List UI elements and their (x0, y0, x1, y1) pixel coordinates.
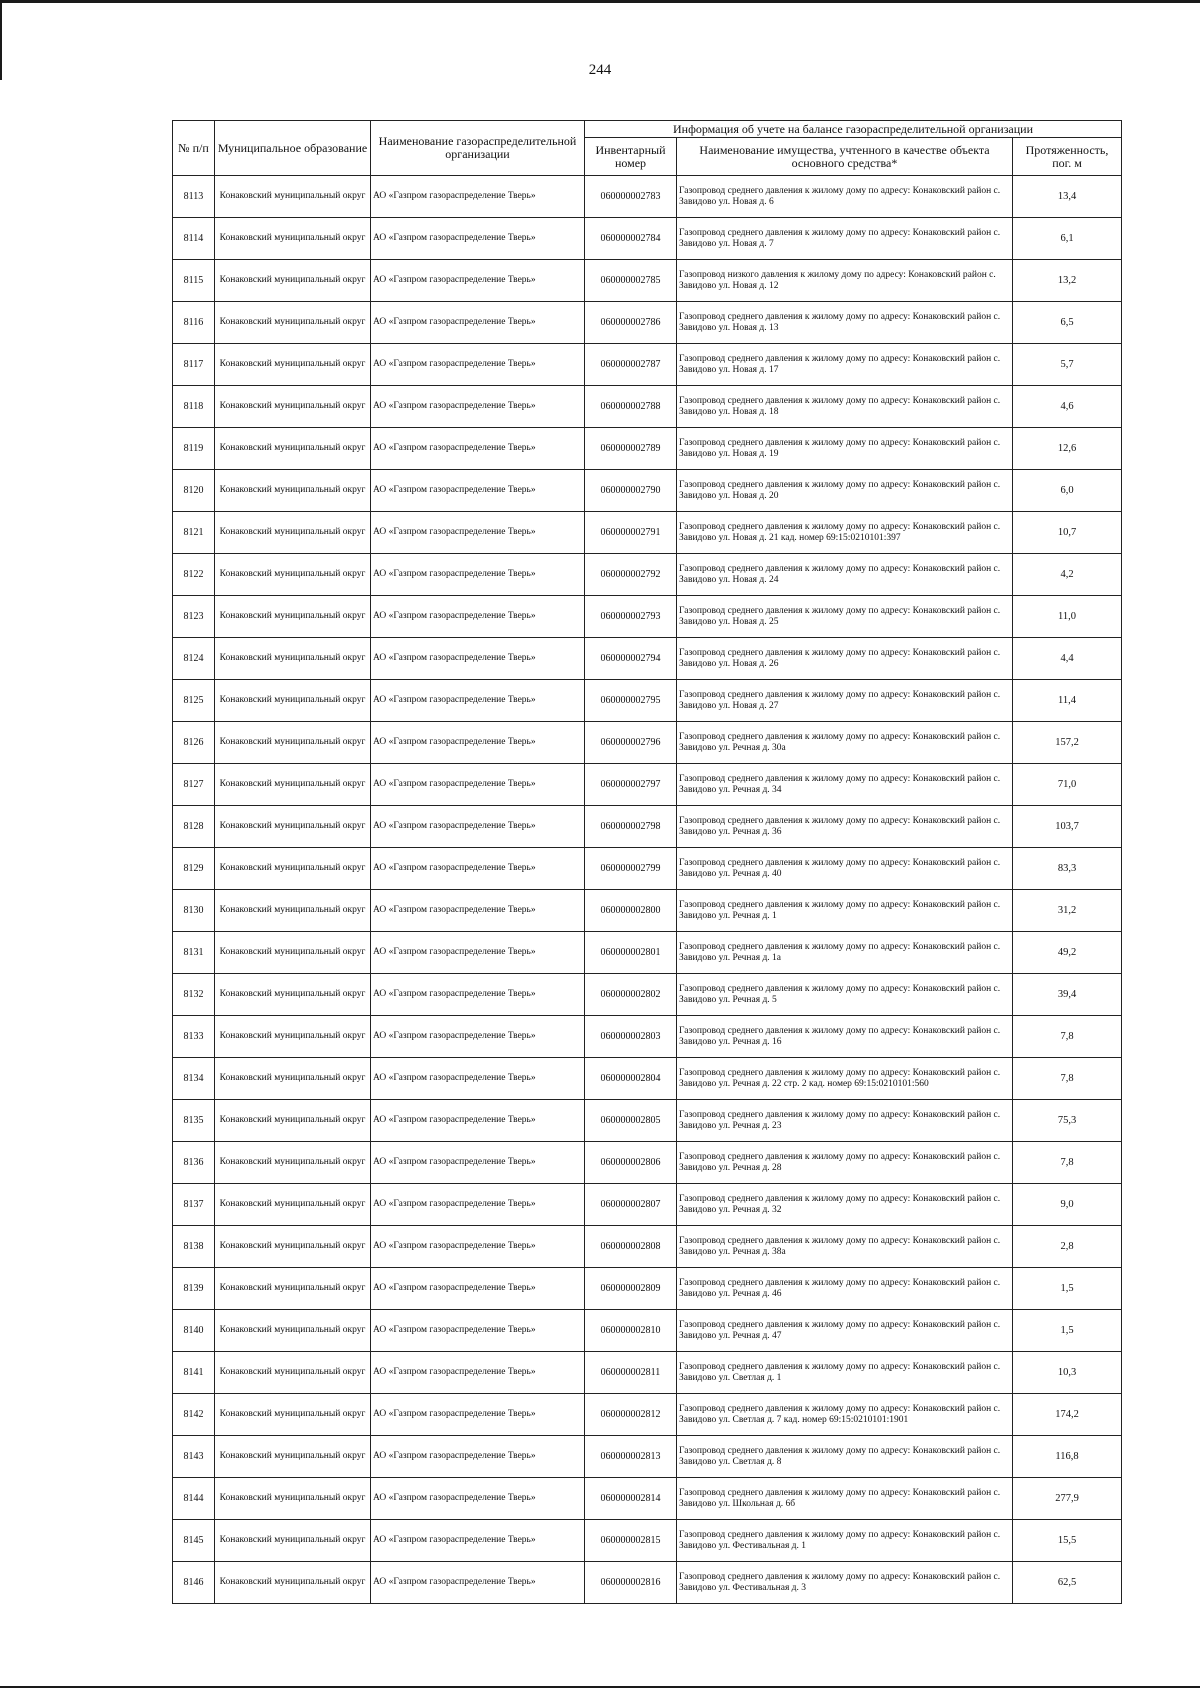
row-inventory-number: 060000002795 (585, 680, 677, 722)
row-municipality: Конаковский муниципальный округ (215, 1562, 371, 1604)
row-length: 12,6 (1013, 428, 1122, 470)
row-number: 8146 (173, 1562, 215, 1604)
row-inventory-number: 060000002796 (585, 722, 677, 764)
row-length: 6,1 (1013, 218, 1122, 260)
row-length: 6,5 (1013, 302, 1122, 344)
row-municipality: Конаковский муниципальный округ (215, 344, 371, 386)
row-length: 31,2 (1013, 890, 1122, 932)
row-municipality: Конаковский муниципальный округ (215, 1184, 371, 1226)
table-row (173, 1562, 1122, 1604)
row-organization: АО «Газпром газораспределение Тверь» (371, 1562, 585, 1604)
header-inventory-number: Инвентарный номер (585, 138, 677, 176)
table-row (173, 1226, 1122, 1268)
row-number: 8135 (173, 1100, 215, 1142)
table-row (173, 1520, 1122, 1562)
row-organization: АО «Газпром газораспределение Тверь» (371, 218, 585, 260)
row-length: 75,3 (1013, 1100, 1122, 1142)
row-property-name: Газопровод среднего давления к жилому дому по адресу: Конаковский район с. Завидово ул. Речная д. 46 (677, 1268, 1013, 1310)
row-property-name: Газопровод среднего давления к жилому дому по адресу: Конаковский район с. Завидово ул. Речная д. 28 (677, 1142, 1013, 1184)
row-property-name: Газопровод среднего давления к жилому дому по адресу: Конаковский район с. Завидово ул. Новая д. 19 (677, 428, 1013, 470)
row-organization: АО «Газпром газораспределение Тверь» (371, 1268, 585, 1310)
row-organization: АО «Газпром газораспределение Тверь» (371, 1394, 585, 1436)
row-inventory-number: 060000002813 (585, 1436, 677, 1478)
row-property-name: Газопровод среднего давления к жилому дому по адресу: Конаковский район с. Завидово ул. Светлая д. 7 кад. номер 69:15:0210101:1901 (677, 1394, 1013, 1436)
row-property-name: Газопровод среднего давления к жилому дому по адресу: Конаковский район с. Завидово ул. Речная д. 5 (677, 974, 1013, 1016)
row-length: 157,2 (1013, 722, 1122, 764)
row-municipality: Конаковский муниципальный округ (215, 1058, 371, 1100)
row-municipality: Конаковский муниципальный округ (215, 428, 371, 470)
row-number: 8140 (173, 1310, 215, 1352)
row-municipality: Конаковский муниципальный округ (215, 1394, 371, 1436)
row-inventory-number: 060000002791 (585, 512, 677, 554)
table-row (173, 1142, 1122, 1184)
row-length: 11,4 (1013, 680, 1122, 722)
header-municipality: Муниципальное образование (215, 121, 371, 176)
row-length: 13,2 (1013, 260, 1122, 302)
row-length: 103,7 (1013, 806, 1122, 848)
row-number: 8123 (173, 596, 215, 638)
row-length: 7,8 (1013, 1016, 1122, 1058)
table-row (173, 470, 1122, 512)
row-number: 8131 (173, 932, 215, 974)
row-inventory-number: 060000002812 (585, 1394, 677, 1436)
row-length: 13,4 (1013, 176, 1122, 218)
row-length: 116,8 (1013, 1436, 1122, 1478)
header-property-name: Наименование имущества, учтенного в качестве объекта основного средства* (677, 138, 1013, 176)
row-number: 8133 (173, 1016, 215, 1058)
row-length: 4,4 (1013, 638, 1122, 680)
row-organization: АО «Газпром газораспределение Тверь» (371, 932, 585, 974)
property-table-container (172, 120, 1121, 1604)
table-row (173, 680, 1122, 722)
row-municipality: Конаковский муниципальный округ (215, 848, 371, 890)
row-municipality: Конаковский муниципальный округ (215, 1478, 371, 1520)
row-organization: АО «Газпром газораспределение Тверь» (371, 680, 585, 722)
row-organization: АО «Газпром газораспределение Тверь» (371, 1016, 585, 1058)
row-organization: АО «Газпром газораспределение Тверь» (371, 428, 585, 470)
row-length: 4,6 (1013, 386, 1122, 428)
table-row (173, 260, 1122, 302)
table-row (173, 596, 1122, 638)
row-organization: АО «Газпром газораспределение Тверь» (371, 974, 585, 1016)
row-number: 8118 (173, 386, 215, 428)
table-row (173, 428, 1122, 470)
table-row (173, 218, 1122, 260)
row-organization: АО «Газпром газораспределение Тверь» (371, 722, 585, 764)
row-municipality: Конаковский муниципальный округ (215, 680, 371, 722)
table-row (173, 1100, 1122, 1142)
row-organization: АО «Газпром газораспределение Тверь» (371, 470, 585, 512)
row-property-name: Газопровод среднего давления к жилому дому по адресу: Конаковский район с. Завидово ул. Фестивальная д. 3 (677, 1562, 1013, 1604)
row-organization: АО «Газпром газораспределение Тверь» (371, 344, 585, 386)
row-inventory-number: 060000002783 (585, 176, 677, 218)
row-property-name: Газопровод среднего давления к жилому дому по адресу: Конаковский район с. Завидово ул. Новая д. 7 (677, 218, 1013, 260)
table-row (173, 932, 1122, 974)
row-inventory-number: 060000002787 (585, 344, 677, 386)
row-inventory-number: 060000002784 (585, 218, 677, 260)
row-number: 8139 (173, 1268, 215, 1310)
table-row (173, 638, 1122, 680)
header-organization: Наименование газораспределительной организации (371, 121, 585, 176)
row-property-name: Газопровод среднего давления к жилому дому по адресу: Конаковский район с. Завидово ул. Речная д. 30а (677, 722, 1013, 764)
row-inventory-number: 060000002806 (585, 1142, 677, 1184)
table-header (173, 121, 1122, 176)
row-municipality: Конаковский муниципальный округ (215, 806, 371, 848)
row-organization: АО «Газпром газораспределение Тверь» (371, 1142, 585, 1184)
row-municipality: Конаковский муниципальный округ (215, 1310, 371, 1352)
row-number: 8113 (173, 176, 215, 218)
row-inventory-number: 060000002786 (585, 302, 677, 344)
table-row (173, 1394, 1122, 1436)
row-organization: АО «Газпром газораспределение Тверь» (371, 1352, 585, 1394)
row-organization: АО «Газпром газораспределение Тверь» (371, 806, 585, 848)
row-number: 8137 (173, 1184, 215, 1226)
row-property-name: Газопровод среднего давления к жилому дому по адресу: Конаковский район с. Завидово ул. Светлая д. 1 (677, 1352, 1013, 1394)
row-length: 6,0 (1013, 470, 1122, 512)
row-municipality: Конаковский муниципальный округ (215, 1100, 371, 1142)
row-organization: АО «Газпром газораспределение Тверь» (371, 386, 585, 428)
row-inventory-number: 060000002785 (585, 260, 677, 302)
row-municipality: Конаковский муниципальный округ (215, 1016, 371, 1058)
row-length: 83,3 (1013, 848, 1122, 890)
row-number: 8138 (173, 1226, 215, 1268)
row-length: 1,5 (1013, 1268, 1122, 1310)
row-municipality: Конаковский муниципальный округ (215, 512, 371, 554)
row-property-name: Газопровод среднего давления к жилому дому по адресу: Конаковский район с. Завидово ул. Новая д. 13 (677, 302, 1013, 344)
row-property-name: Газопровод среднего давления к жилому дому по адресу: Конаковский район с. Завидово ул. Речная д. 32 (677, 1184, 1013, 1226)
row-inventory-number: 060000002789 (585, 428, 677, 470)
row-organization: АО «Газпром газораспределение Тверь» (371, 1184, 585, 1226)
row-municipality: Конаковский муниципальный округ (215, 302, 371, 344)
row-property-name: Газопровод среднего давления к жилому дому по адресу: Конаковский район с. Завидово ул. Речная д. 38а (677, 1226, 1013, 1268)
row-municipality: Конаковский муниципальный округ (215, 596, 371, 638)
row-inventory-number: 060000002814 (585, 1478, 677, 1520)
table-row (173, 512, 1122, 554)
table-row (173, 764, 1122, 806)
table-row (173, 554, 1122, 596)
row-inventory-number: 060000002816 (585, 1562, 677, 1604)
row-inventory-number: 060000002798 (585, 806, 677, 848)
row-inventory-number: 060000002811 (585, 1352, 677, 1394)
row-length: 39,4 (1013, 974, 1122, 1016)
table-row (173, 302, 1122, 344)
row-organization: АО «Газпром газораспределение Тверь» (371, 260, 585, 302)
row-organization: АО «Газпром газораспределение Тверь» (371, 512, 585, 554)
row-property-name: Газопровод среднего давления к жилому дому по адресу: Конаковский район с. Завидово ул. Речная д. 16 (677, 1016, 1013, 1058)
row-municipality: Конаковский муниципальный округ (215, 1520, 371, 1562)
row-inventory-number: 060000002794 (585, 638, 677, 680)
row-property-name: Газопровод среднего давления к жилому дому по адресу: Конаковский район с. Завидово ул. Новая д. 25 (677, 596, 1013, 638)
row-property-name: Газопровод среднего давления к жилому дому по адресу: Конаковский район с. Завидово ул. Речная д. 40 (677, 848, 1013, 890)
row-organization: АО «Газпром газораспределение Тверь» (371, 1436, 585, 1478)
row-number: 8126 (173, 722, 215, 764)
row-number: 8128 (173, 806, 215, 848)
row-property-name: Газопровод среднего давления к жилому дому по адресу: Конаковский район с. Завидово ул. Фестивальная д. 1 (677, 1520, 1013, 1562)
row-number: 8115 (173, 260, 215, 302)
row-number: 8130 (173, 890, 215, 932)
property-table (172, 120, 1122, 1604)
row-property-name: Газопровод среднего давления к жилому дому по адресу: Конаковский район с. Завидово ул. Новая д. 17 (677, 344, 1013, 386)
row-organization: АО «Газпром газораспределение Тверь» (371, 596, 585, 638)
row-property-name: Газопровод среднего давления к жилому дому по адресу: Конаковский район с. Завидово ул. Новая д. 27 (677, 680, 1013, 722)
row-property-name: Газопровод среднего давления к жилому дому по адресу: Конаковский район с. Завидово ул. Речная д. 34 (677, 764, 1013, 806)
table-row (173, 722, 1122, 764)
row-municipality: Конаковский муниципальный округ (215, 470, 371, 512)
row-length: 4,2 (1013, 554, 1122, 596)
row-number: 8134 (173, 1058, 215, 1100)
row-inventory-number: 060000002809 (585, 1268, 677, 1310)
row-municipality: Конаковский муниципальный округ (215, 1436, 371, 1478)
table-row (173, 176, 1122, 218)
table-row (173, 1478, 1122, 1520)
row-municipality: Конаковский муниципальный округ (215, 554, 371, 596)
row-property-name: Газопровод среднего давления к жилому дому по адресу: Конаковский район с. Завидово ул. Школьная д. 6б (677, 1478, 1013, 1520)
row-organization: АО «Газпром газораспределение Тверь» (371, 1520, 585, 1562)
row-property-name: Газопровод среднего давления к жилому дому по адресу: Конаковский район с. Завидово ул. Речная д. 36 (677, 806, 1013, 848)
table-row (173, 1058, 1122, 1100)
row-organization: АО «Газпром газораспределение Тверь» (371, 638, 585, 680)
row-inventory-number: 060000002815 (585, 1520, 677, 1562)
row-municipality: Конаковский муниципальный округ (215, 1226, 371, 1268)
row-inventory-number: 060000002799 (585, 848, 677, 890)
row-municipality: Конаковский муниципальный округ (215, 218, 371, 260)
table-row (173, 1184, 1122, 1226)
row-organization: АО «Газпром газораспределение Тверь» (371, 764, 585, 806)
row-inventory-number: 060000002788 (585, 386, 677, 428)
row-inventory-number: 060000002790 (585, 470, 677, 512)
row-inventory-number: 060000002808 (585, 1226, 677, 1268)
row-property-name: Газопровод среднего давления к жилому дому по адресу: Конаковский район с. Завидово ул. Светлая д. 8 (677, 1436, 1013, 1478)
row-length: 11,0 (1013, 596, 1122, 638)
row-inventory-number: 060000002797 (585, 764, 677, 806)
row-inventory-number: 060000002802 (585, 974, 677, 1016)
row-municipality: Конаковский муниципальный округ (215, 974, 371, 1016)
row-inventory-number: 060000002807 (585, 1184, 677, 1226)
row-number: 8142 (173, 1394, 215, 1436)
row-organization: АО «Газпром газораспределение Тверь» (371, 1478, 585, 1520)
row-number: 8143 (173, 1436, 215, 1478)
row-number: 8144 (173, 1478, 215, 1520)
row-length: 62,5 (1013, 1562, 1122, 1604)
row-property-name: Газопровод среднего давления к жилому дому по адресу: Конаковский район с. Завидово ул. Речная д. 1а (677, 932, 1013, 974)
row-number: 8141 (173, 1352, 215, 1394)
row-number: 8114 (173, 218, 215, 260)
row-municipality: Конаковский муниципальный округ (215, 176, 371, 218)
table-row (173, 890, 1122, 932)
header-length: Протяженность, пог. м (1013, 138, 1122, 176)
row-property-name: Газопровод среднего давления к жилому дому по адресу: Конаковский район с. Завидово ул. Речная д. 22 стр. 2 кад. номер 69:15:0210101:560 (677, 1058, 1013, 1100)
row-property-name: Газопровод среднего давления к жилому дому по адресу: Конаковский район с. Завидово ул. Новая д. 21 кад. номер 69:15:0210101:397 (677, 512, 1013, 554)
row-organization: АО «Газпром газораспределение Тверь» (371, 554, 585, 596)
row-inventory-number: 060000002792 (585, 554, 677, 596)
row-length: 9,0 (1013, 1184, 1122, 1226)
row-number: 8124 (173, 638, 215, 680)
row-length: 10,7 (1013, 512, 1122, 554)
table-row (173, 1016, 1122, 1058)
row-number: 8145 (173, 1520, 215, 1562)
row-municipality: Конаковский муниципальный округ (215, 722, 371, 764)
row-property-name: Газопровод низкого давления к жилому дому по адресу: Конаковский район с. Завидово ул. Новая д. 12 (677, 260, 1013, 302)
table-row (173, 848, 1122, 890)
row-number: 8127 (173, 764, 215, 806)
row-organization: АО «Газпром газораспределение Тверь» (371, 1310, 585, 1352)
row-length: 2,8 (1013, 1226, 1122, 1268)
row-length: 71,0 (1013, 764, 1122, 806)
row-organization: АО «Газпром газораспределение Тверь» (371, 302, 585, 344)
header-group-balance: Информация об учете на балансе газораспределительной организации (585, 121, 1122, 138)
row-property-name: Газопровод среднего давления к жилому дому по адресу: Конаковский район с. Завидово ул. Речная д. 23 (677, 1100, 1013, 1142)
row-inventory-number: 060000002803 (585, 1016, 677, 1058)
row-inventory-number: 060000002805 (585, 1100, 677, 1142)
table-row (173, 1352, 1122, 1394)
row-length: 7,8 (1013, 1142, 1122, 1184)
row-length: 1,5 (1013, 1310, 1122, 1352)
row-number: 8125 (173, 680, 215, 722)
row-property-name: Газопровод среднего давления к жилому дому по адресу: Конаковский район с. Завидово ул. Новая д. 26 (677, 638, 1013, 680)
row-number: 8120 (173, 470, 215, 512)
row-municipality: Конаковский муниципальный округ (215, 890, 371, 932)
row-number: 8119 (173, 428, 215, 470)
row-length: 7,8 (1013, 1058, 1122, 1100)
row-number: 8121 (173, 512, 215, 554)
row-property-name: Газопровод среднего давления к жилому дому по адресу: Конаковский район с. Завидово ул. Новая д. 24 (677, 554, 1013, 596)
row-municipality: Конаковский муниципальный округ (215, 764, 371, 806)
row-inventory-number: 060000002810 (585, 1310, 677, 1352)
row-inventory-number: 060000002804 (585, 1058, 677, 1100)
table-row (173, 1436, 1122, 1478)
row-organization: АО «Газпром газораспределение Тверь» (371, 1226, 585, 1268)
table-row (173, 1310, 1122, 1352)
row-number: 8116 (173, 302, 215, 344)
row-inventory-number: 060000002800 (585, 890, 677, 932)
table-row (173, 806, 1122, 848)
row-length: 49,2 (1013, 932, 1122, 974)
row-length: 15,5 (1013, 1520, 1122, 1562)
row-length: 277,9 (1013, 1478, 1122, 1520)
table-row (173, 344, 1122, 386)
row-organization: АО «Газпром газораспределение Тверь» (371, 848, 585, 890)
row-municipality: Конаковский муниципальный округ (215, 1142, 371, 1184)
row-organization: АО «Газпром газораспределение Тверь» (371, 1058, 585, 1100)
row-number: 8136 (173, 1142, 215, 1184)
row-property-name: Газопровод среднего давления к жилому дому по адресу: Конаковский район с. Завидово ул. Речная д. 47 (677, 1310, 1013, 1352)
row-organization: АО «Газпром газораспределение Тверь» (371, 1100, 585, 1142)
row-municipality: Конаковский муниципальный округ (215, 1268, 371, 1310)
row-municipality: Конаковский муниципальный округ (215, 386, 371, 428)
row-length: 174,2 (1013, 1394, 1122, 1436)
page-number: 244 (588, 62, 612, 78)
row-property-name: Газопровод среднего давления к жилому дому по адресу: Конаковский район с. Завидово ул. Новая д. 18 (677, 386, 1013, 428)
row-municipality: Конаковский муниципальный округ (215, 1352, 371, 1394)
table-row (173, 1268, 1122, 1310)
row-municipality: Конаковский муниципальный округ (215, 260, 371, 302)
row-number: 8132 (173, 974, 215, 1016)
row-property-name: Газопровод среднего давления к жилому дому по адресу: Конаковский район с. Завидово ул. Новая д. 6 (677, 176, 1013, 218)
row-inventory-number: 060000002801 (585, 932, 677, 974)
row-number: 8117 (173, 344, 215, 386)
row-length: 5,7 (1013, 344, 1122, 386)
scan-border-bottom (0, 1686, 1200, 1688)
row-organization: АО «Газпром газораспределение Тверь» (371, 890, 585, 932)
table-body (173, 176, 1122, 1604)
row-inventory-number: 060000002793 (585, 596, 677, 638)
row-municipality: Конаковский муниципальный округ (215, 638, 371, 680)
row-property-name: Газопровод среднего давления к жилому дому по адресу: Конаковский район с. Завидово ул. Новая д. 20 (677, 470, 1013, 512)
row-property-name: Газопровод среднего давления к жилому дому по адресу: Конаковский район с. Завидово ул. Речная д. 1 (677, 890, 1013, 932)
row-number: 8122 (173, 554, 215, 596)
row-number: 8129 (173, 848, 215, 890)
header-number: № п/п (173, 121, 215, 176)
row-organization: АО «Газпром газораспределение Тверь» (371, 176, 585, 218)
row-length: 10,3 (1013, 1352, 1122, 1394)
table-row (173, 974, 1122, 1016)
scan-border-top (0, 0, 1200, 3)
table-row (173, 386, 1122, 428)
row-municipality: Конаковский муниципальный округ (215, 932, 371, 974)
